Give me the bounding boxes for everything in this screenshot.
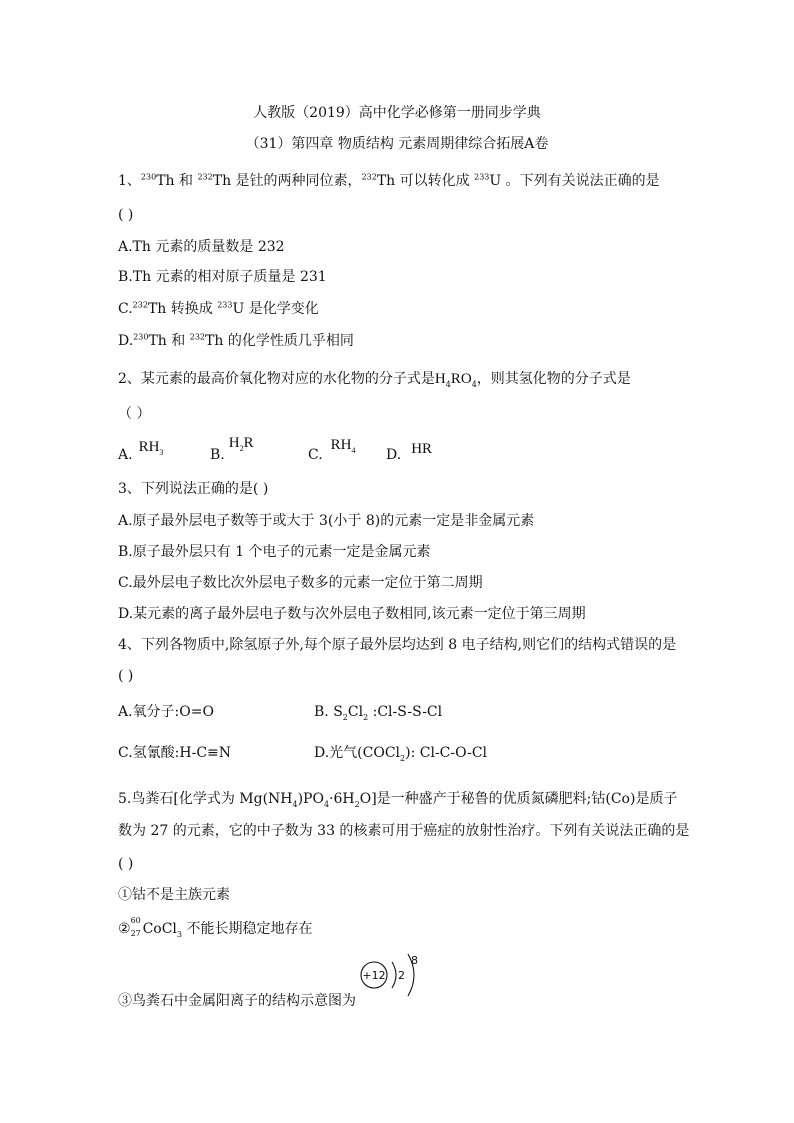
question-4-stem: 4、下列各物质中,除氢原子外,每个原子最外层均达到 8 电子结构,则它们的结构式错误的是 [118, 637, 677, 653]
question-1-option-d: D.$^{230}$Th 和 $^{232}$Th 的化学性质几乎相同 [118, 332, 354, 349]
question-5-item-3: ③鸟粪石中金属阳离子的结构示意图为 [118, 993, 356, 1009]
question-2-option-c: $C.RH_4$ [308, 437, 356, 463]
question-1-option-b: B.Th 元素的相对原子质量是 231 [118, 269, 327, 285]
shell-1-electron-count: 2 [398, 969, 405, 982]
question-1-option-c: C.$^{232}$Th 转换成 $^{233}$U 是化学变化 [118, 300, 319, 317]
page-title: 人教版（2019）高中化学必修第一册同步学典 [253, 105, 541, 121]
question-3-option-b: B.原子最外层只有 1 个电子的元素一定是金属元素 [118, 544, 431, 560]
question-1-option-a: A.Th 元素的质量数是 232 [118, 239, 285, 255]
question-5-item-1: ①钴不是主族元素 [118, 887, 230, 903]
shell-2-electron-count: 8 [411, 954, 418, 967]
question-1-stem: 1、$^{230}$Th 和 $^{232}$Th 是钍的两种同位素，$^{232}$Th 可以转化成 $^{233}$U 。下列有关说法正确的是 [118, 172, 660, 189]
question-5-stem-line2: 数为 27 的元素，它的中子数为 33 的核素可用于癌症的放射性治疗。下列有关说法正确的是 [118, 823, 690, 839]
question-4-option-d: D.光气(COCl$_2$): Cl-C-O-Cl [314, 745, 488, 763]
question-5-stem-line1: 5.鸟粪石[化学式为 $Mg(NH_4)PO_4\cdot 6H_2O$]是一种盛产于秘鲁的优质氮磷肥料;钴(Co)是质子 [118, 791, 678, 809]
question-4-paren: ( ) [118, 668, 134, 684]
page-subtitle: （31）第四章 物质结构 元素周期律综合拓展A卷 [245, 136, 549, 152]
question-4-option-a: A.氧分子:O=O [118, 704, 214, 720]
question-2-option-b: $B.H_2R$ [210, 435, 254, 463]
question-2-paren: （ ） [118, 406, 151, 422]
question-2-option-d: D. HR [386, 441, 433, 463]
question-1-paren: ( ) [118, 207, 134, 223]
question-4-option-c: C.氢氰酸:H-C≡N [118, 745, 232, 761]
question-3-option-a: A.原子最外层电子数等于或大于 3(小于 8)的元素一定是非金属元素 [118, 513, 535, 529]
ion-structure-diagram [350, 950, 440, 1010]
question-3-option-c: C.最外层电子数比次外层电子数多的元素一定位于第二周期 [118, 575, 483, 591]
question-4-option-b: B. $S_2Cl_2$ :Cl-S-S-Cl [314, 704, 443, 722]
question-5-paren: ( ) [118, 856, 134, 872]
question-5-item-2: ② 60 27 CoCl$_3$ 不能长期稳定地存在 [118, 916, 313, 939]
shell-arc-1 [392, 962, 396, 988]
question-2-option-a: A. $RH_3$ [118, 439, 164, 463]
question-3-stem: 3、下列说法正确的是( ) [118, 481, 269, 497]
question-3-option-d: D.某元素的离子最外层电子数与次外层电子数相同,该元素一定位于第三周期 [118, 606, 586, 622]
nucleus-charge-label: +12 [362, 969, 386, 982]
question-2-stem: 2、某元素的最高价氧化物对应的水化物的分子式是$H_4RO_4$，则其氢化物的分子式是 [118, 371, 631, 389]
